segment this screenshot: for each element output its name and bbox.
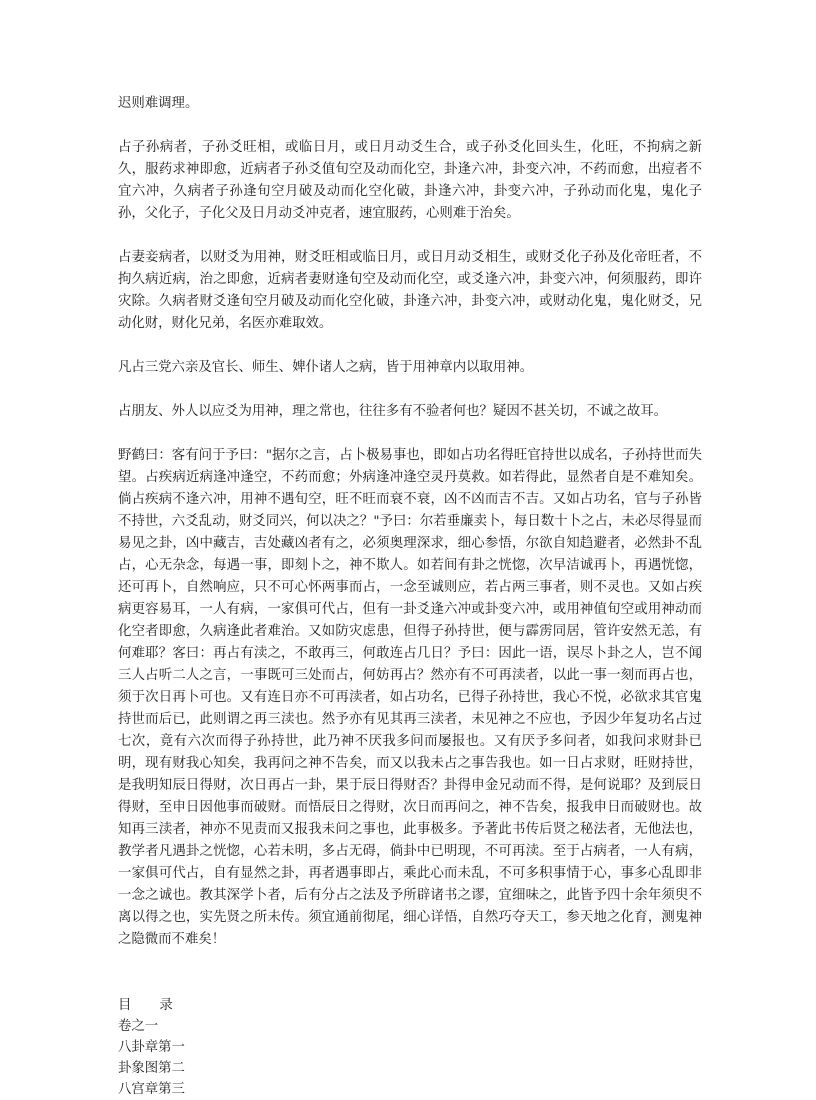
document-page xyxy=(118,93,702,1100)
toc-item: 卷之一 xyxy=(118,1019,159,1034)
toc-item: 卦象图第二 xyxy=(118,1061,185,1076)
toc-title-char-2: 录 xyxy=(159,998,173,1013)
toc-item: 八卦章第一 xyxy=(118,1040,185,1055)
paragraph-1: 迟则难调理。 xyxy=(118,96,199,111)
table-of-contents xyxy=(118,995,702,1100)
paragraph-5: 占朋友、外人以应爻为用神，理之常也，往往多有不验者何也？疑因不甚关切，不诚之故耳。 xyxy=(118,404,668,419)
toc-title-char-1: 目 xyxy=(118,998,132,1013)
paragraph-4: 凡占三党六亲及官长、师生、婢仆诸人之病，皆于用神章内以取用神。 xyxy=(118,360,534,375)
toc-title xyxy=(118,995,702,1016)
toc-item: 八宫章第三 xyxy=(118,1082,185,1097)
paragraph-6: 野鹤曰：客有问于予曰："据尔之言，占卜极易事也，即如占功名得旺官持世以成名，子孙持世而失望。占疾病近病逢冲逢空，不药而愈；外病逢冲逢空灵丹莫救。如若得此，显然者自是不难知矣。倘占疾病不逢六冲，用神不遇旬空，旺不旺而衰不衰，凶不凶而吉不吉。又如占功名，官与子孙皆不持世，六爻乱动，财爻同兴，何以决之？"予曰：尔若垂廉卖卜，每日数十卜之占，未必尽得显而易见之卦，凶中藏吉，吉处藏凶者有之，必须奥理深求，细心参悟，尔欲自知趋避者，必然卦不乱占，心无杂念，每遇一事，即刻卜之，神不欺人。如若间有卦之恍惚，次早洁诚再卜，再遇恍惚，还可再卜，自然响应，只不可心怀两事而占，一念至诚则应，若占两三事者，则不灵也。又如占疾病更容易耳，一人有病，一家俱可代占，但有一卦爻逢六冲或卦变六冲，或用神值旬空或用神动而化空者即愈，久病逢此者难治。又如防灾虑患，但得子孙持世，便与霹雳同居，管许安然无恙，有何难耶？客曰：再占有渎之，不敢再三，何敢连占几日？予曰：因此一语，误尽卜卦之人，岂不闻三人占听二人之言，一事既可三处而占，何妨再占？然亦有不可再渎者，以此一事一刻而再占也，须于次日再卜可也。又有连日亦不可再渎者，如占功名，已得子孙持世，我心不悦，必欲求其官鬼持世而后已，此则谓之再三渎也。然予亦有见其再三渎者，未见神之不应也，予因少年复功名占过七次，竟有六次而得子孙持世，此乃神不厌我多问而屡报也。又有厌予多问者，如我问求财卦已明，现有财我心知矣，我再问之神不告矣，而又以我未占之事告我也。如一日占求财，旺财持世，是我明知辰日得财，次日再占一卦，果于辰日得财否？卦得申金兄动而不得，是何说耶？及到辰日得财，至申日因他事而破财。而悟辰日之得财，次日而再问之，神不告矣，报我申日而破财也。故知再三渎者，神亦不见责而又报我未问之事也，此事极多。予著此书传后贤之秘法者，无他法也，教学者凡遇卦之恍惚，心若未明，多占无碍，倘卦中已明现，不可再渎。至于占病者，一人有病，一家俱可代占，自有显然之卦，再者遇事即占，乘此心而未乱，不可多积事情于心，事多心乱即非一念之诚也。教其深学卜者，后有分占之法及予所辟诸书之谬，宜细味之，此皆予四十余年须臾不离以得之也，实先贤之所未传。须宜通前彻尾，细心详悟，自然巧夺天工，参天地之化育，测鬼神之隐微而不难矣！ xyxy=(118,448,702,947)
paragraph-2: 占子孙病者，子孙爻旺相，或临日月，或日月动爻生合，或子孙爻化回头生，化旺，不拘病之新久，服药求神即愈，近病者子孙爻值旬空及动而化空，卦逢六冲，卦变六冲，不药而愈，出痘者不宜六冲，久病者子孙逢旬空月破及动而化空化破，卦逢六冲，卦变六冲，子孙动而化鬼，鬼化子孙，父化子，子化父及日月动爻冲克者，速宜服药，心则难于治矣。 xyxy=(118,140,702,221)
paragraph-3: 占妻妾病者，以财爻为用神，财爻旺相或临日月，或日月动爻相生，或财爻化子孙及化帝旺者，不拘久病近病，治之即愈，近病者妻财逢旬空及动而化空，或爻逢六冲，卦变六冲，何须服药，即许灾除。久病者财爻逢旬空月破及动而化空化破，卦逢六冲，卦变六冲，或财动化鬼，鬼化财爻，兄动化财，财化兄弟，名医亦难取效。 xyxy=(118,250,702,331)
